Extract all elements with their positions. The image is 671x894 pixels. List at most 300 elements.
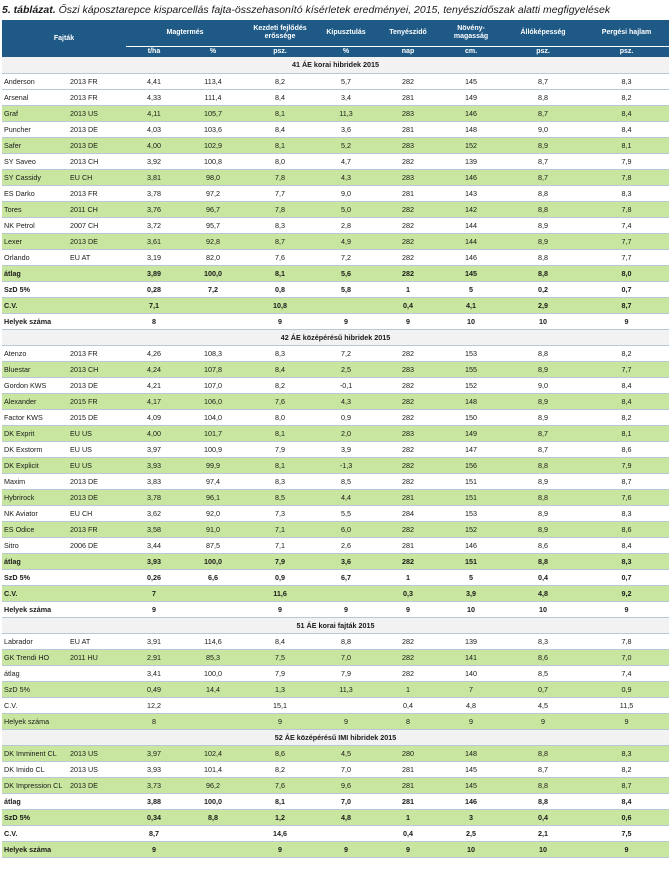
yield-tha-cell: 3,93 [126,761,182,777]
growth-period-cell: 282 [376,249,440,265]
variety-name-cell: SzD 5% [2,569,68,585]
table-row [2,665,669,681]
table-row [2,281,669,297]
registration-cell [68,553,126,569]
shattering-cell: 7,4 [584,217,669,233]
plant-height-cell: 147 [440,441,502,457]
early-vigor-cell: 7,9 [244,553,316,569]
winterkill-cell: 4,7 [316,153,376,169]
lodging-resistance-cell: 10 [502,841,584,857]
variety-name-cell: Helyek száma [2,313,68,329]
shattering-cell: 8,2 [584,761,669,777]
yield-pct-cell: 82,0 [182,249,244,265]
plant-height-cell: 150 [440,409,502,425]
yield-pct-cell: 91,0 [182,521,244,537]
winterkill-cell: 0,9 [316,409,376,425]
shattering-cell: 8,1 [584,137,669,153]
table-row [2,585,669,601]
lodging-resistance-cell: 8,8 [502,745,584,761]
registration-cell: 2013 FR [68,185,126,201]
table-row [2,233,669,249]
winterkill-cell [316,297,376,313]
registration-cell [68,809,126,825]
winterkill-cell: 4,9 [316,233,376,249]
registration-cell: 2013 DE [68,137,126,153]
plant-height-cell: 156 [440,457,502,473]
registration-cell [68,585,126,601]
variety-name-cell: ES Darko [2,185,68,201]
shattering-cell: 9 [584,601,669,617]
yield-tha-cell: 3,41 [126,665,182,681]
lodging-resistance-cell: 8,7 [502,425,584,441]
variety-name-cell: átlag [2,665,68,681]
registration-cell: 2007 CH [68,217,126,233]
growth-period-cell: 282 [376,377,440,393]
yield-pct-cell: 98,0 [182,169,244,185]
table-row [2,121,669,137]
table-row [2,553,669,569]
yield-pct-cell: 7,2 [182,281,244,297]
table-row [2,185,669,201]
early-vigor-cell: 8,4 [244,89,316,105]
winterkill-cell: 3,6 [316,553,376,569]
winterkill-cell: 5,5 [316,505,376,521]
growth-period-cell: 0,3 [376,585,440,601]
winterkill-cell: 8,5 [316,473,376,489]
yield-pct-cell: 96,2 [182,777,244,793]
lodging-resistance-cell: 4,8 [502,585,584,601]
plant-height-cell: 3,9 [440,585,502,601]
yield-pct-cell [182,601,244,617]
growth-period-cell: 9 [376,841,440,857]
lodging-resistance-cell: 8,9 [502,505,584,521]
table-row [2,425,669,441]
lodging-resistance-cell: 8,9 [502,217,584,233]
yield-pct-cell: 103,6 [182,121,244,137]
winterkill-cell [316,585,376,601]
registration-cell: 2013 FR [68,345,126,361]
winterkill-cell: 2,5 [316,361,376,377]
growth-period-cell: 282 [376,217,440,233]
yield-pct-cell: 87,5 [182,537,244,553]
yield-tha-cell: 4,11 [126,105,182,121]
shattering-cell: 8,7 [584,473,669,489]
variety-name-cell: Helyek száma [2,713,68,729]
early-vigor-cell: 10,8 [244,297,316,313]
plant-height-cell: 149 [440,425,502,441]
registration-cell: 2013 DE [68,121,126,137]
winterkill-cell: 6,7 [316,569,376,585]
growth-period-cell: 0,4 [376,825,440,841]
growth-period-cell: 281 [376,489,440,505]
registration-cell: EU US [68,457,126,473]
early-vigor-cell: 8,1 [244,105,316,121]
yield-pct-cell: 111,4 [182,89,244,105]
winterkill-cell: 6,0 [316,521,376,537]
plant-height-cell: 10 [440,841,502,857]
variety-name-cell: Orlando [2,249,68,265]
early-vigor-cell: 8,1 [244,457,316,473]
shattering-cell: 11,5 [584,697,669,713]
yield-pct-cell: 99,9 [182,457,244,473]
plant-height-cell: 152 [440,137,502,153]
registration-cell: 2015 FR [68,393,126,409]
winterkill-cell: 5,0 [316,201,376,217]
registration-cell: 2013 DE [68,777,126,793]
lodging-resistance-cell: 8,7 [502,105,584,121]
growth-period-cell: 283 [376,105,440,121]
registration-cell: 2013 FR [68,73,126,89]
yield-pct-cell: 92,8 [182,233,244,249]
yield-tha-cell: 2,91 [126,649,182,665]
winterkill-cell: 3,6 [316,121,376,137]
yield-pct-cell: 100,8 [182,153,244,169]
plant-height-cell: 146 [440,105,502,121]
yield-tha-cell: 4,03 [126,121,182,137]
plant-height-cell: 142 [440,201,502,217]
early-vigor-cell: 8,3 [244,473,316,489]
yield-tha-cell: 3,62 [126,505,182,521]
winterkill-cell: -1,3 [316,457,376,473]
yield-tha-cell: 12,2 [126,697,182,713]
early-vigor-cell: 8,1 [244,425,316,441]
unit-psz: psz. [244,46,316,57]
yield-tha-cell: 3,88 [126,793,182,809]
early-vigor-cell: 8,2 [244,73,316,89]
growth-period-cell: 282 [376,393,440,409]
variety-name-cell: Helyek száma [2,841,68,857]
yield-pct-cell [182,825,244,841]
plant-height-cell: 151 [440,553,502,569]
shattering-cell: 7,8 [584,201,669,217]
table-row [2,361,669,377]
yield-tha-cell: 9 [126,601,182,617]
shattering-cell: 8,6 [584,441,669,457]
group-header-row [2,617,669,633]
registration-cell: 2006 DE [68,537,126,553]
winterkill-cell: 2,0 [316,425,376,441]
yield-pct-cell: 97,4 [182,473,244,489]
variety-name-cell: Bluestar [2,361,68,377]
winterkill-cell: 4,3 [316,169,376,185]
yield-tha-cell: 3,97 [126,441,182,457]
variety-name-cell: C.V. [2,825,68,841]
lodging-resistance-cell: 8,8 [502,89,584,105]
shattering-cell: 7,7 [584,249,669,265]
winterkill-cell: 9 [316,841,376,857]
table-caption: Őszi káposztarepce kisparcellás fajta-összehasonító kísérletek eredményei, 2015, tenyészidőszak alatti megfigyelések [58,4,611,16]
plant-height-cell: 5 [440,569,502,585]
early-vigor-cell: 7,1 [244,521,316,537]
results-table [2,20,669,858]
variety-name-cell: SzD 5% [2,809,68,825]
shattering-cell: 8,3 [584,553,669,569]
registration-cell: 2011 HU [68,649,126,665]
shattering-cell: 8,3 [584,505,669,521]
plant-height-cell: 7 [440,681,502,697]
early-vigor-cell: 7,9 [244,665,316,681]
lodging-resistance-cell: 8,9 [502,137,584,153]
winterkill-cell: 4,4 [316,489,376,505]
header-pergesi: Pergési hajlam [584,20,669,46]
shattering-cell: 7,0 [584,649,669,665]
early-vigor-cell: 9 [244,713,316,729]
lodging-resistance-cell: 10 [502,601,584,617]
yield-tha-cell: 3,97 [126,745,182,761]
registration-cell: 2013 FR [68,521,126,537]
variety-name-cell: Puncher [2,121,68,137]
table-row [2,217,669,233]
winterkill-cell: 11,3 [316,105,376,121]
early-vigor-cell: 7,8 [244,201,316,217]
variety-name-cell: Helyek száma [2,601,68,617]
table-row [2,825,669,841]
growth-period-cell: 282 [376,473,440,489]
early-vigor-cell: 7,8 [244,169,316,185]
table-row [2,169,669,185]
plant-height-cell: 10 [440,601,502,617]
lodging-resistance-cell: 8,8 [502,777,584,793]
plant-height-cell: 149 [440,89,502,105]
registration-cell: 2013 CH [68,153,126,169]
yield-tha-cell: 4,17 [126,393,182,409]
lodging-resistance-cell: 9,0 [502,121,584,137]
table-row [2,249,669,265]
winterkill-cell [316,697,376,713]
variety-name-cell: Tores [2,201,68,217]
shattering-cell: 0,7 [584,281,669,297]
early-vigor-cell: 7,5 [244,649,316,665]
variety-name-cell: DK Impression CL [2,777,68,793]
growth-period-cell: 282 [376,409,440,425]
table-row [2,537,669,553]
yield-pct-cell: 101,7 [182,425,244,441]
shattering-cell: 8,4 [584,105,669,121]
early-vigor-cell: 7,7 [244,185,316,201]
variety-name-cell: Safer [2,137,68,153]
yield-tha-cell: 4,33 [126,89,182,105]
table-row [2,601,669,617]
registration-cell: EU US [68,425,126,441]
plant-height-cell: 146 [440,169,502,185]
shattering-cell: 8,1 [584,425,669,441]
lodging-resistance-cell: 0,7 [502,681,584,697]
yield-pct-cell: 105,7 [182,105,244,121]
plant-height-cell: 145 [440,73,502,89]
shattering-cell: 7,6 [584,489,669,505]
variety-name-cell: SzD 5% [2,281,68,297]
growth-period-cell: 1 [376,809,440,825]
table-row [2,73,669,89]
early-vigor-cell: 7,6 [244,777,316,793]
registration-cell: 2013 US [68,105,126,121]
yield-pct-cell: 95,7 [182,217,244,233]
lodging-resistance-cell: 10 [502,313,584,329]
group-header-row [2,57,669,73]
group-title: 41 ÁE korai hibridek 2015 [2,57,669,73]
shattering-cell: 0,7 [584,569,669,585]
yield-pct-cell: 100,0 [182,265,244,281]
yield-tha-cell: 7 [126,585,182,601]
plant-height-cell: 144 [440,233,502,249]
yield-pct-cell: 102,9 [182,137,244,153]
yield-tha-cell: 4,26 [126,345,182,361]
winterkill-cell: 3,4 [316,89,376,105]
plant-height-cell: 145 [440,265,502,281]
early-vigor-cell: 0,9 [244,569,316,585]
header-magassag: Növény-magasság [440,20,502,46]
table-title [2,2,669,18]
variety-name-cell: C.V. [2,297,68,313]
plant-height-cell: 4,8 [440,697,502,713]
growth-period-cell: 281 [376,185,440,201]
variety-name-cell: Hybrirock [2,489,68,505]
variety-name-cell: Labrador [2,633,68,649]
table-row [2,377,669,393]
registration-cell [68,793,126,809]
yield-tha-cell: 3,58 [126,521,182,537]
shattering-cell: 7,5 [584,825,669,841]
plant-height-cell: 5 [440,281,502,297]
variety-name-cell: C.V. [2,585,68,601]
growth-period-cell: 282 [376,201,440,217]
table-row [2,137,669,153]
winterkill-cell: 4,8 [316,809,376,825]
yield-pct-cell: 96,1 [182,489,244,505]
yield-pct-cell: 85,3 [182,649,244,665]
winterkill-cell: 5,2 [316,137,376,153]
header-tenyeszido: Tenyészidő [376,20,440,46]
early-vigor-cell: 8,4 [244,361,316,377]
growth-period-cell: 281 [376,121,440,137]
yield-pct-cell [182,713,244,729]
early-vigor-cell: 0,8 [244,281,316,297]
registration-cell: 2013 DE [68,233,126,249]
registration-cell [68,601,126,617]
lodging-resistance-cell: 8,7 [502,441,584,457]
winterkill-cell: 4,3 [316,393,376,409]
registration-cell: 2013 DE [68,489,126,505]
plant-height-cell: 140 [440,665,502,681]
yield-tha-cell: 9 [126,841,182,857]
shattering-cell: 8,7 [584,297,669,313]
yield-pct-cell [182,697,244,713]
unit-pct: % [182,46,244,57]
table-row [2,761,669,777]
shattering-cell: 7,9 [584,457,669,473]
shattering-cell: 7,7 [584,361,669,377]
shattering-cell: 7,8 [584,169,669,185]
yield-tha-cell: 3,72 [126,217,182,233]
table-row [2,841,669,857]
plant-height-cell: 4,1 [440,297,502,313]
early-vigor-cell: 11,6 [244,585,316,601]
plant-height-cell: 151 [440,473,502,489]
winterkill-cell: 8,8 [316,633,376,649]
lodging-resistance-cell: 0,2 [502,281,584,297]
winterkill-cell [316,825,376,841]
shattering-cell: 8,4 [584,793,669,809]
lodging-resistance-cell: 8,5 [502,665,584,681]
registration-cell [68,265,126,281]
growth-period-cell: 281 [376,89,440,105]
shattering-cell: 8,4 [584,377,669,393]
early-vigor-cell: 8,3 [244,217,316,233]
winterkill-cell: 5,8 [316,281,376,297]
winterkill-cell: 11,3 [316,681,376,697]
plant-height-cell: 145 [440,777,502,793]
plant-height-cell: 146 [440,537,502,553]
lodging-resistance-cell: 8,8 [502,457,584,473]
registration-cell: EU CH [68,505,126,521]
lodging-resistance-cell: 8,8 [502,265,584,281]
variety-name-cell: Factor KWS [2,409,68,425]
shattering-cell: 8,4 [584,537,669,553]
table-header [2,20,669,57]
yield-pct-cell: 100,9 [182,441,244,457]
yield-pct-cell: 102,4 [182,745,244,761]
header-magtermes: Magtermés [126,20,244,46]
plant-height-cell: 139 [440,633,502,649]
registration-cell: EU AT [68,249,126,265]
early-vigor-cell: 8,0 [244,153,316,169]
table-row [2,809,669,825]
plant-height-cell: 148 [440,393,502,409]
yield-pct-cell: 108,3 [182,345,244,361]
registration-cell: EU US [68,441,126,457]
registration-cell [68,841,126,857]
table-row [2,201,669,217]
lodging-resistance-cell: 8,8 [502,249,584,265]
plant-height-cell: 9 [440,713,502,729]
yield-tha-cell: 3,93 [126,553,182,569]
yield-tha-cell: 3,83 [126,473,182,489]
early-vigor-cell: 1,3 [244,681,316,697]
shattering-cell: 8,2 [584,345,669,361]
winterkill-cell: 9,6 [316,777,376,793]
winterkill-cell: 2,8 [316,217,376,233]
growth-period-cell: 282 [376,345,440,361]
registration-cell [68,681,126,697]
variety-name-cell: Alexander [2,393,68,409]
registration-cell [68,569,126,585]
growth-period-cell: 280 [376,745,440,761]
winterkill-cell: 7,0 [316,761,376,777]
lodging-resistance-cell: 0,4 [502,809,584,825]
winterkill-cell: 5,6 [316,265,376,281]
table-body [2,57,669,857]
variety-name-cell: ES Odice [2,521,68,537]
growth-period-cell: 283 [376,137,440,153]
winterkill-cell: 3,9 [316,441,376,457]
lodging-resistance-cell: 9,0 [502,377,584,393]
header-kipusztulas: Kipusztulás [316,20,376,46]
unit-cm: cm. [440,46,502,57]
shattering-cell: 8,4 [584,121,669,137]
table-row [2,297,669,313]
yield-pct-cell: 6,6 [182,569,244,585]
yield-tha-cell: 3,19 [126,249,182,265]
variety-name-cell: SzD 5% [2,681,68,697]
growth-period-cell: 284 [376,505,440,521]
registration-cell [68,825,126,841]
plant-height-cell: 151 [440,489,502,505]
registration-cell [68,697,126,713]
growth-period-cell: 9 [376,601,440,617]
table-row [2,457,669,473]
yield-tha-cell: 8 [126,713,182,729]
winterkill-cell: 9 [316,313,376,329]
